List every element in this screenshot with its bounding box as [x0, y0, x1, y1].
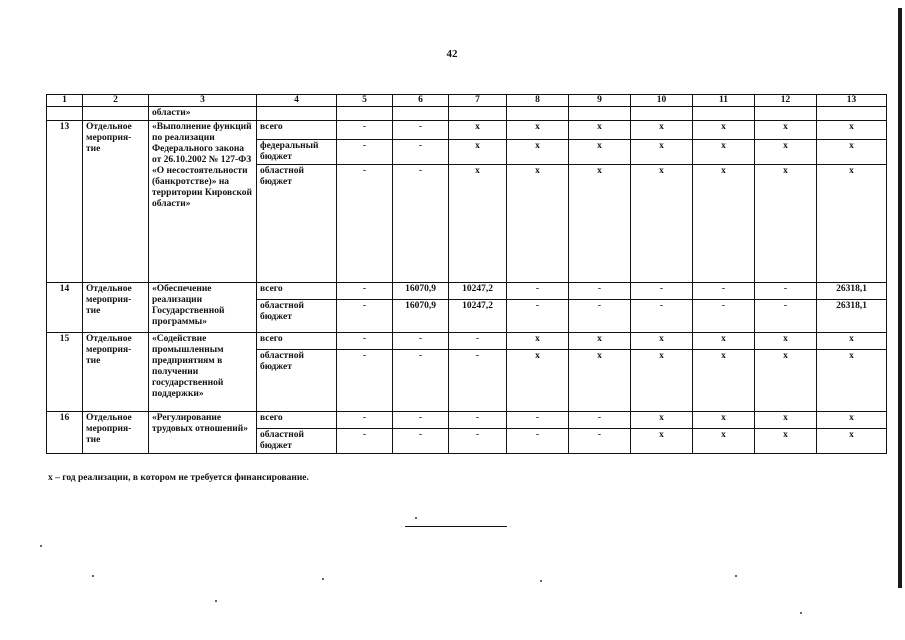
funding-value: x	[631, 165, 693, 283]
funding-value: -	[337, 350, 393, 412]
scan-speck	[322, 578, 324, 580]
measure-name: «Выполнение функций по реализации Федерального закона от 26.10.2002 № 127-ФЗ «О несостоятельности (банкротстве)» на территории Кировской области»	[149, 121, 257, 283]
funding-value: x	[817, 121, 887, 140]
funding-value: -	[393, 333, 449, 350]
funding-value: -	[507, 283, 569, 300]
funding-value: -	[693, 283, 755, 300]
continuation-cell	[83, 107, 149, 121]
continuation-cell	[693, 107, 755, 121]
funding-value: x	[569, 140, 631, 165]
funding-value: -	[393, 165, 449, 283]
column-number-row	[47, 95, 887, 107]
continuation-cell	[47, 107, 83, 121]
funding-value: x	[631, 412, 693, 429]
funding-value: -	[755, 300, 817, 333]
continuation-cell	[507, 107, 569, 121]
funding-source: областной бюджет	[257, 350, 337, 412]
funding-value: x	[817, 350, 887, 412]
continuation-name-tail: области»	[149, 107, 257, 121]
scan-speck	[215, 600, 217, 602]
column-number: 11	[693, 95, 755, 107]
measure-type: Отдельное мероприя-тие	[83, 412, 149, 454]
funding-value: 26318,1	[817, 300, 887, 333]
measure-number: 16	[47, 412, 83, 454]
funding-value: -	[337, 429, 393, 454]
continuation-cell	[631, 107, 693, 121]
funding-value: -	[393, 429, 449, 454]
funding-value: x	[755, 333, 817, 350]
funding-value: x	[755, 121, 817, 140]
column-number: 7	[449, 95, 507, 107]
funding-value: -	[631, 300, 693, 333]
continuation-cell	[817, 107, 887, 121]
funding-source: всего	[257, 121, 337, 140]
continuation-cell	[755, 107, 817, 121]
funding-value: x	[755, 412, 817, 429]
funding-value: x	[755, 429, 817, 454]
continuation-cell	[337, 107, 393, 121]
funding-value: x	[631, 121, 693, 140]
funding-value: x	[569, 165, 631, 283]
funding-value: x	[817, 140, 887, 165]
funding-value: -	[631, 283, 693, 300]
funding-value: x	[817, 412, 887, 429]
funding-value: x	[449, 140, 507, 165]
funding-value: -	[569, 429, 631, 454]
footnote: x – год реализации, в котором не требуется финансирование.	[48, 473, 309, 483]
funding-value: -	[449, 333, 507, 350]
funding-value: x	[755, 350, 817, 412]
funding-value: -	[569, 412, 631, 429]
funding-value: x	[693, 429, 755, 454]
continuation-cell	[569, 107, 631, 121]
funding-value: 10247,2	[449, 300, 507, 333]
scan-speck	[415, 517, 417, 519]
funding-value: -	[393, 412, 449, 429]
funding-value: -	[507, 429, 569, 454]
signature-line	[405, 526, 507, 527]
funding-value: x	[817, 429, 887, 454]
measure-type: Отдельное мероприя-тие	[83, 283, 149, 333]
column-number: 9	[569, 95, 631, 107]
funding-value: -	[337, 283, 393, 300]
funding-value: -	[337, 412, 393, 429]
measure-name: «Регулирование трудовых отношений»	[149, 412, 257, 454]
column-number: 5	[337, 95, 393, 107]
funding-value: x	[693, 350, 755, 412]
funding-source: областной бюджет	[257, 300, 337, 333]
scan-speck	[735, 575, 737, 577]
funding-value: x	[693, 165, 755, 283]
table-row	[47, 283, 887, 300]
funding-value: x	[631, 350, 693, 412]
measure-name: «Обеспечение реализации Государственной программы»	[149, 283, 257, 333]
funding-value: 16070,9	[393, 283, 449, 300]
page-number: 42	[446, 48, 458, 60]
funding-value: x	[817, 333, 887, 350]
funding-value: x	[631, 140, 693, 165]
funding-value: -	[393, 140, 449, 165]
funding-value: -	[449, 350, 507, 412]
column-number: 12	[755, 95, 817, 107]
funding-value: x	[449, 121, 507, 140]
funding-source: всего	[257, 412, 337, 429]
funding-value: x	[569, 333, 631, 350]
funding-value: x	[569, 350, 631, 412]
funding-value: x	[693, 333, 755, 350]
funding-value: 10247,2	[449, 283, 507, 300]
table-row	[47, 412, 887, 429]
funding-value: x	[693, 140, 755, 165]
continuation-cell	[393, 107, 449, 121]
measure-type: Отдельное мероприя-тие	[83, 121, 149, 283]
funding-value: -	[449, 429, 507, 454]
column-number: 4	[257, 95, 337, 107]
column-number: 2	[83, 95, 149, 107]
scan-speck	[92, 575, 94, 577]
measure-number: 15	[47, 333, 83, 412]
measure-name: «Содействие промышленным предприятиям в получении государственной поддержки»	[149, 333, 257, 412]
funding-value: x	[693, 121, 755, 140]
continuation-cell	[257, 107, 337, 121]
funding-value: -	[449, 412, 507, 429]
funding-value: x	[507, 121, 569, 140]
scan-speck	[800, 612, 802, 614]
column-number: 6	[393, 95, 449, 107]
funding-value: -	[337, 140, 393, 165]
column-number: 8	[507, 95, 569, 107]
funding-value: x	[755, 140, 817, 165]
funding-source: всего	[257, 333, 337, 350]
measure-number: 13	[47, 121, 83, 283]
funding-value: -	[337, 165, 393, 283]
funding-value: x	[631, 429, 693, 454]
funding-value: -	[507, 300, 569, 333]
funding-value: x	[631, 333, 693, 350]
funding-value: -	[337, 333, 393, 350]
funding-value: x	[449, 165, 507, 283]
scan-speck	[40, 545, 42, 547]
funding-value: -	[569, 283, 631, 300]
column-number: 3	[149, 95, 257, 107]
scan-speck	[540, 580, 542, 582]
funding-value: -	[693, 300, 755, 333]
funding-table	[46, 94, 887, 454]
funding-value: x	[693, 412, 755, 429]
funding-value: x	[507, 350, 569, 412]
funding-source: всего	[257, 283, 337, 300]
funding-value: -	[755, 283, 817, 300]
table-row	[47, 121, 887, 140]
measure-type: Отдельное мероприя-тие	[83, 333, 149, 412]
funding-value: -	[507, 412, 569, 429]
scan-edge-shadow	[898, 8, 902, 588]
funding-source: областной бюджет	[257, 429, 337, 454]
funding-value: x	[507, 333, 569, 350]
column-number: 10	[631, 95, 693, 107]
funding-value: x	[507, 140, 569, 165]
measure-number: 14	[47, 283, 83, 333]
funding-value: 26318,1	[817, 283, 887, 300]
funding-value: x	[507, 165, 569, 283]
funding-source: федеральный бюджет	[257, 140, 337, 165]
continuation-cell	[449, 107, 507, 121]
funding-value: 16070,9	[393, 300, 449, 333]
table-row	[47, 333, 887, 350]
column-number: 1	[47, 95, 83, 107]
funding-value: x	[817, 165, 887, 283]
funding-value: -	[393, 121, 449, 140]
funding-value: x	[569, 121, 631, 140]
funding-value: -	[569, 300, 631, 333]
continuation-row	[47, 107, 887, 121]
funding-source: областной бюджет	[257, 165, 337, 283]
funding-value: -	[337, 121, 393, 140]
column-number: 13	[817, 95, 887, 107]
funding-value: x	[755, 165, 817, 283]
funding-value: -	[393, 350, 449, 412]
funding-value: -	[337, 300, 393, 333]
